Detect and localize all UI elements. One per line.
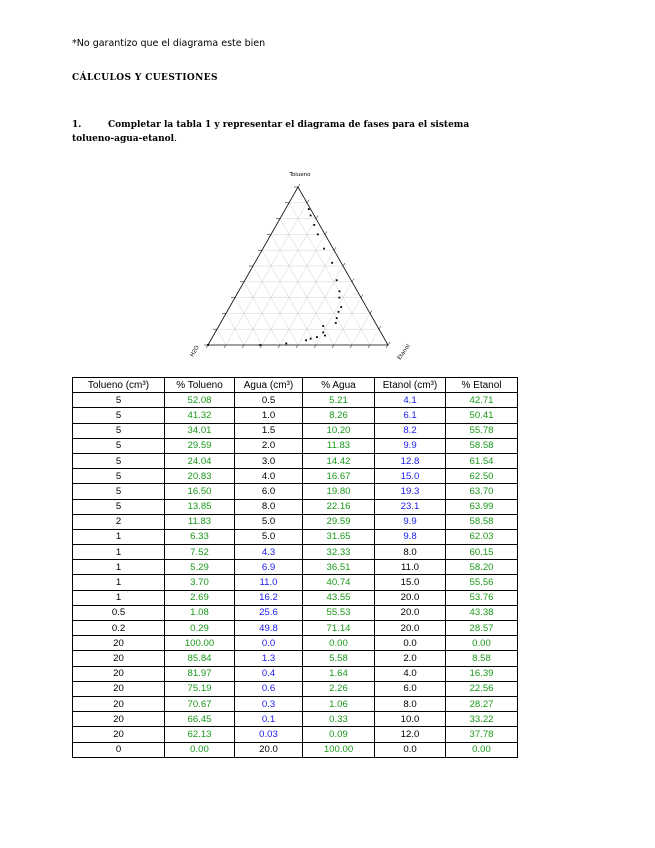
question-text-end: . bbox=[174, 134, 177, 144]
table-cell: 1.3 bbox=[235, 651, 303, 666]
table-cell: 85.84 bbox=[165, 651, 235, 666]
table-cell: 20 bbox=[73, 712, 165, 727]
table-cell: 11.83 bbox=[165, 514, 235, 529]
table-cell: 0.00 bbox=[446, 742, 518, 757]
table-cell: 34.01 bbox=[165, 423, 235, 438]
table-cell: 4.0 bbox=[375, 666, 446, 681]
table-cell: 49.8 bbox=[235, 621, 303, 636]
table-cell: 20 bbox=[73, 651, 165, 666]
table-cell: 5.0 bbox=[235, 529, 303, 544]
table-cell: 14.42 bbox=[303, 453, 375, 468]
table-cell: 4.3 bbox=[235, 545, 303, 560]
diagram-grid bbox=[217, 203, 379, 345]
table-cell: 12.0 bbox=[375, 727, 446, 742]
table-cell: 52.08 bbox=[165, 393, 235, 408]
column-header: Agua (cm³) bbox=[235, 378, 303, 393]
table-cell: 2 bbox=[73, 514, 165, 529]
question-text: Completar la tabla 1 y representar el diagrama de fases para el sistema tolueno-agua-etanol bbox=[72, 120, 470, 144]
table-cell: 55.53 bbox=[303, 605, 375, 620]
table-row bbox=[73, 712, 518, 727]
table-cell: 5 bbox=[73, 499, 165, 514]
column-header: Tolueno (cm³) bbox=[73, 378, 165, 393]
table-cell: 28.57 bbox=[446, 621, 518, 636]
table-cell: 6.0 bbox=[235, 484, 303, 499]
table-cell: 71.14 bbox=[303, 621, 375, 636]
data-point bbox=[305, 339, 307, 341]
table-cell: 5 bbox=[73, 423, 165, 438]
data-point bbox=[310, 338, 312, 340]
table-row bbox=[73, 545, 518, 560]
label-water: H2O bbox=[189, 344, 201, 359]
table-row bbox=[73, 408, 518, 423]
table-cell: 20.0 bbox=[375, 621, 446, 636]
table-cell: 1 bbox=[73, 529, 165, 544]
table-row bbox=[73, 393, 518, 408]
table-cell: 58.20 bbox=[446, 560, 518, 575]
table-cell: 15.0 bbox=[375, 469, 446, 484]
table-cell: 61.54 bbox=[446, 453, 518, 468]
table-row bbox=[73, 681, 518, 696]
table-cell: 2.69 bbox=[165, 590, 235, 605]
table-cell: 0.03 bbox=[235, 727, 303, 742]
table-cell: 0.0 bbox=[375, 636, 446, 651]
label-ethanol: Etanol bbox=[396, 343, 412, 362]
table-cell: 40.74 bbox=[303, 575, 375, 590]
table-cell: 42.71 bbox=[446, 393, 518, 408]
column-header: Etanol (cm³) bbox=[375, 378, 446, 393]
table-cell: 20 bbox=[73, 681, 165, 696]
table-cell: 12.8 bbox=[375, 453, 446, 468]
table-cell: 29.59 bbox=[303, 514, 375, 529]
table-row bbox=[73, 666, 518, 681]
table-cell: 29.59 bbox=[165, 438, 235, 453]
table-cell: 11.0 bbox=[375, 560, 446, 575]
table-cell: 0.5 bbox=[235, 393, 303, 408]
data-point bbox=[340, 306, 342, 308]
table-cell: 0.6 bbox=[235, 681, 303, 696]
table-row bbox=[73, 469, 518, 484]
table-cell: 3.70 bbox=[165, 575, 235, 590]
table-cell: 8.2 bbox=[375, 423, 446, 438]
data-point bbox=[338, 311, 340, 313]
table-cell: 81.97 bbox=[165, 666, 235, 681]
section-heading: CÁLCULOS Y CUESTIONES bbox=[72, 73, 218, 83]
table-cell: 100.00 bbox=[303, 742, 375, 757]
table-cell: 8.0 bbox=[375, 696, 446, 711]
table-cell: 0.00 bbox=[303, 636, 375, 651]
table-cell: 20 bbox=[73, 636, 165, 651]
table-cell: 32.33 bbox=[303, 545, 375, 560]
table-cell: 66.45 bbox=[165, 712, 235, 727]
table-cell: 33.22 bbox=[446, 712, 518, 727]
table-cell: 0.33 bbox=[303, 712, 375, 727]
table-cell: 31.65 bbox=[303, 529, 375, 544]
table-cell: 13.85 bbox=[165, 499, 235, 514]
table-cell: 5.58 bbox=[303, 651, 375, 666]
data-point bbox=[207, 344, 209, 346]
data-point bbox=[323, 248, 325, 250]
table-cell: 1.0 bbox=[235, 408, 303, 423]
table-cell: 5 bbox=[73, 469, 165, 484]
column-header: % Tolueno bbox=[165, 378, 235, 393]
table-cell: 37.78 bbox=[446, 727, 518, 742]
table-cell: 0.2 bbox=[73, 621, 165, 636]
table-cell: 70.67 bbox=[165, 696, 235, 711]
table-cell: 1.5 bbox=[235, 423, 303, 438]
table-cell: 24.04 bbox=[165, 453, 235, 468]
table-cell: 0.00 bbox=[446, 636, 518, 651]
table-cell: 4.0 bbox=[235, 469, 303, 484]
table-cell: 20.83 bbox=[165, 469, 235, 484]
table-cell: 23.1 bbox=[375, 499, 446, 514]
table-cell: 19.80 bbox=[303, 484, 375, 499]
table-cell: 10.20 bbox=[303, 423, 375, 438]
data-point bbox=[313, 224, 315, 226]
table-cell: 50.41 bbox=[446, 408, 518, 423]
table-cell: 5 bbox=[73, 438, 165, 453]
data-point bbox=[285, 343, 287, 345]
data-point bbox=[310, 215, 312, 217]
table-cell: 11.0 bbox=[235, 575, 303, 590]
label-toluene: Tolueno bbox=[289, 172, 311, 178]
table-cell: 9.9 bbox=[375, 438, 446, 453]
table-cell: 2.0 bbox=[375, 651, 446, 666]
table-cell: 9.8 bbox=[375, 529, 446, 544]
table-cell: 28.27 bbox=[446, 696, 518, 711]
table-cell: 5 bbox=[73, 408, 165, 423]
table-cell: 5.29 bbox=[165, 560, 235, 575]
column-header: % Agua bbox=[303, 378, 375, 393]
table-cell: 0.0 bbox=[235, 636, 303, 651]
table-cell: 1 bbox=[73, 590, 165, 605]
table-cell: 16.67 bbox=[303, 469, 375, 484]
table-cell: 53.76 bbox=[446, 590, 518, 605]
table-cell: 8.26 bbox=[303, 408, 375, 423]
table-cell: 16.50 bbox=[165, 484, 235, 499]
table-row bbox=[73, 514, 518, 529]
table-cell: 20.0 bbox=[375, 590, 446, 605]
table-cell: 1 bbox=[73, 560, 165, 575]
table-cell: 62.03 bbox=[446, 529, 518, 544]
table-cell: 15.0 bbox=[375, 575, 446, 590]
table-cell: 0.0 bbox=[375, 742, 446, 757]
table-cell: 0.00 bbox=[165, 742, 235, 757]
table-cell: 41.32 bbox=[165, 408, 235, 423]
table-cell: 20 bbox=[73, 666, 165, 681]
table-row bbox=[73, 499, 518, 514]
table-cell: 0.4 bbox=[235, 666, 303, 681]
table-row bbox=[73, 423, 518, 438]
table-cell: 5.0 bbox=[235, 514, 303, 529]
data-point bbox=[322, 331, 324, 333]
table-cell: 1.06 bbox=[303, 696, 375, 711]
table-row bbox=[73, 484, 518, 499]
table-cell: 20 bbox=[73, 727, 165, 742]
table-cell: 9.9 bbox=[375, 514, 446, 529]
question-number: 1. bbox=[72, 120, 82, 130]
table-cell: 0.1 bbox=[235, 712, 303, 727]
table-cell: 5.21 bbox=[303, 393, 375, 408]
table-cell: 58.58 bbox=[446, 438, 518, 453]
table-row bbox=[73, 651, 518, 666]
table-cell: 1 bbox=[73, 575, 165, 590]
table-cell: 36.51 bbox=[303, 560, 375, 575]
table-cell: 8.0 bbox=[235, 499, 303, 514]
table-cell: 0 bbox=[73, 742, 165, 757]
table-header-row bbox=[73, 378, 518, 393]
table-cell: 4.1 bbox=[375, 393, 446, 408]
table-cell: 0.29 bbox=[165, 621, 235, 636]
table-cell: 5 bbox=[73, 484, 165, 499]
table-cell: 22.56 bbox=[446, 681, 518, 696]
table-row bbox=[73, 605, 518, 620]
table-cell: 100.00 bbox=[165, 636, 235, 651]
table-cell: 1.08 bbox=[165, 605, 235, 620]
table-cell: 8.58 bbox=[446, 651, 518, 666]
data-point bbox=[339, 297, 341, 299]
note-text: *No garantizo que el diagrama este bien bbox=[72, 38, 266, 49]
table-row bbox=[73, 560, 518, 575]
table-cell: 20.0 bbox=[235, 742, 303, 757]
table-row bbox=[73, 636, 518, 651]
table-cell: 8.0 bbox=[375, 545, 446, 560]
column-header: % Etanol bbox=[446, 378, 518, 393]
table-cell: 0.3 bbox=[235, 696, 303, 711]
table-cell: 2.26 bbox=[303, 681, 375, 696]
data-table bbox=[72, 377, 518, 758]
table-cell: 75.19 bbox=[165, 681, 235, 696]
data-point bbox=[316, 336, 318, 338]
table-cell: 1 bbox=[73, 545, 165, 560]
table-row bbox=[73, 529, 518, 544]
table-cell: 60.15 bbox=[446, 545, 518, 560]
table-cell: 63.99 bbox=[446, 499, 518, 514]
data-point bbox=[339, 290, 341, 292]
table-cell: 19.3 bbox=[375, 484, 446, 499]
table-row bbox=[73, 696, 518, 711]
table-row bbox=[73, 742, 518, 757]
table-row bbox=[73, 727, 518, 742]
table-cell: 16.2 bbox=[235, 590, 303, 605]
data-point bbox=[259, 344, 261, 346]
table-cell: 6.1 bbox=[375, 408, 446, 423]
table-cell: 58.58 bbox=[446, 514, 518, 529]
table-cell: 6.9 bbox=[235, 560, 303, 575]
data-point bbox=[331, 262, 333, 264]
table-cell: 43.55 bbox=[303, 590, 375, 605]
table-row bbox=[73, 621, 518, 636]
table-cell: 55.78 bbox=[446, 423, 518, 438]
data-point bbox=[335, 322, 337, 324]
table-cell: 10.0 bbox=[375, 712, 446, 727]
data-point bbox=[317, 234, 319, 236]
table-row bbox=[73, 438, 518, 453]
table-row bbox=[73, 453, 518, 468]
table-cell: 6.0 bbox=[375, 681, 446, 696]
table-cell: 7.52 bbox=[165, 545, 235, 560]
table-cell: 63.70 bbox=[446, 484, 518, 499]
table-row bbox=[73, 590, 518, 605]
table-cell: 20 bbox=[73, 696, 165, 711]
table-cell: 20.0 bbox=[375, 605, 446, 620]
table-cell: 25.6 bbox=[235, 605, 303, 620]
table-cell: 1.64 bbox=[303, 666, 375, 681]
table-cell: 62.50 bbox=[446, 469, 518, 484]
data-point bbox=[308, 208, 310, 210]
data-point bbox=[336, 279, 338, 281]
data-point bbox=[324, 335, 326, 337]
table-cell: 16.39 bbox=[446, 666, 518, 681]
table-body bbox=[73, 393, 518, 758]
data-point bbox=[336, 317, 338, 319]
table-cell: 62.13 bbox=[165, 727, 235, 742]
table-cell: 55.56 bbox=[446, 575, 518, 590]
table-cell: 2.0 bbox=[235, 438, 303, 453]
table-cell: 5 bbox=[73, 453, 165, 468]
table-row bbox=[73, 575, 518, 590]
table-cell: 43.38 bbox=[446, 605, 518, 620]
table-cell: 5 bbox=[73, 393, 165, 408]
table-cell: 11.83 bbox=[303, 438, 375, 453]
table-cell: 0.5 bbox=[73, 605, 165, 620]
table-cell: 22.16 bbox=[303, 499, 375, 514]
table-cell: 6.33 bbox=[165, 529, 235, 544]
data-point bbox=[322, 325, 324, 327]
table-cell: 0.09 bbox=[303, 727, 375, 742]
table-cell: 3.0 bbox=[235, 453, 303, 468]
